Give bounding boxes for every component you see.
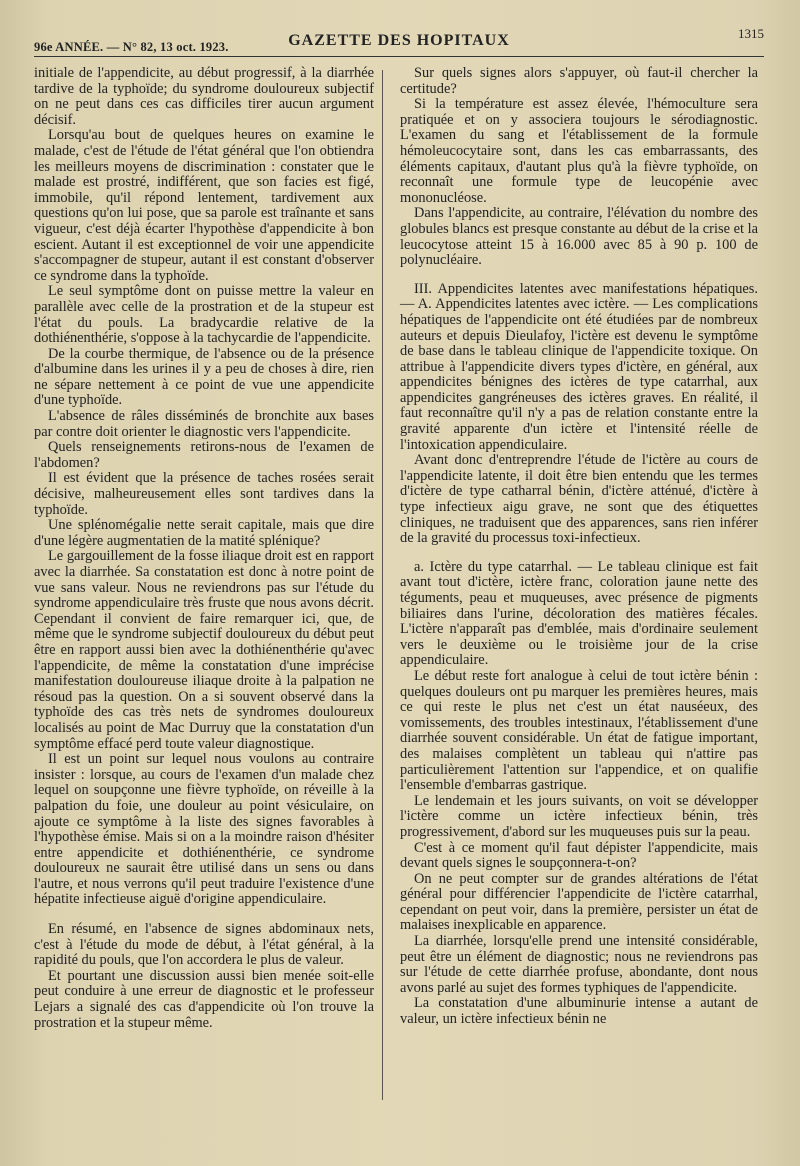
page-number: 1315 bbox=[738, 26, 764, 41]
subsection-paragraph: a. Ictère du type catarrhal. — Le tableau clinique est fait avant tout d'ictère, ictère franc, coloration jaune nette des téguments, peau et muqueuses, avec présence de pigments biliaires dans l'urine, décoloration des matières fécales. L'ictère n'apparaît pas d'emblée, mais d'ordinaire seulement vers le deuxième ou le troisième jour de la crise appendiculaire. bbox=[400, 558, 758, 669]
paragraph: initiale de l'appendicite, au début progressif, à la diarrhée tardive de la typhoïde; du syndrome douloureux subjectif on ne peut dans ces cas difficiles tirer aucun argument décisif. bbox=[34, 65, 374, 128]
paragraph: Sur quels signes alors s'appuyer, où faut-il chercher la certitude? bbox=[400, 65, 758, 97]
left-column bbox=[34, 66, 374, 1031]
paragraph: Dans l'appendicite, au contraire, l'élévation du nombre des globules blancs est presque constante au début de la crise et la leucocytose atteint 15 à 16.000 avec 85 à 90 p. 100 de polynucléaire. bbox=[400, 205, 758, 269]
paragraph: Lorsqu'au bout de quelques heures on examine le malade, c'est de l'étude de l'état général que l'on obtiendra les meilleurs moyens de discrimination : constater que le malade est prostré, indifférent, que son facies est figé, immobile, qu'il répond lentement, tardivement aux questions qu'on lui pose, que sa parole est traînante et sans vigueur, c'est déjà écarter l'hypothèse d'appendicite à bon escient. Autant il est exceptionnel de voir une appendicite s'accompagner de stupeur, autant il est constant d'observer ce syndrome dans la typhoïde. bbox=[34, 127, 374, 284]
journal-title: GAZETTE DES HOPITAUX bbox=[288, 32, 510, 49]
paragraph: La constatation d'une albuminurie intense a autant de valeur, un ictère infectieux bénin ne bbox=[400, 995, 758, 1028]
paragraph: Une splénomégalie nette serait capitale, mais que dire d'une légère augmentatien de la matité splénique? bbox=[34, 517, 374, 549]
paragraph: Le lendemain et les jours suivants, on voit se développer l'ictère comme un ictère infectieux bénin, très progressivement, d'abord sur les muqueuses puis sur la peau. bbox=[400, 792, 758, 840]
paragraph: Il est évident que la présence de taches rosées serait décisive, malheureusement elles sont tardives dans la typhoïde. bbox=[34, 470, 374, 518]
paragraph: Le gargouillement de la fosse iliaque droit est en rapport avec la diarrhée. Sa constatation est donc à notre point de vue sans valeur. Nous ne reviendrons pas sur l'étude du syndrome appendiculaire très fruste que nous avons décrit. Cependant il convient de faire remarquer ici, que, de même que le syndrome subjectif douloureux du début peut être en rapport aussi bien avec la dothiénenthérie qu'avec l'appendicite, de même la constatation d'une imprécise manifestation douloureuse iliaque droite à la palpation ne résoud pas la question. On a si souvent observé dans la typhoïde des cas très nets de syndromes douloureux localisés au point de Mac Durruy que la constatation d'un symptôme effacé perd toute valeur diagnostique. bbox=[34, 548, 374, 752]
paragraph: En résumé, en l'absence de signes abdominaux nets, c'est à l'étude du mode de début, à l'état général, à la rapidité du pouls, que l'on accordera le plus de valeur. bbox=[34, 921, 374, 969]
right-column bbox=[400, 66, 758, 1028]
issue-info: 96e ANNÉE. — N° 82, 13 oct. 1923. bbox=[34, 40, 229, 54]
paragraph: C'est à ce moment qu'il faut dépister l'appendicite, mais devant quels signes le soupçonnera-t-on? bbox=[400, 839, 758, 872]
paragraph: Il est un point sur lequel nous voulons au contraire insister : lorsque, au cours de l'examen d'un malade chez lequel on soupçonne une fièvre typhoïde, on réveille à la palpation du foie, une douleur au point vésiculaire, on ajoute ce symptôme à la liste des signes favorables à l'hypothèse émise. Mais si on a la moindre raison d'hésiter entre appendicite et dothiénenthérie, ce syndrome douloureux ne saurait être utilisé dans un sens ou dans l'autre, et nous verrons qu'il peut traduire l'existence d'une hépatite infectieuse aiguë d'origine appendiculaire. bbox=[34, 751, 374, 908]
paragraph: Quels renseignements retirons-nous de l'examen de l'abdomen? bbox=[34, 439, 374, 471]
paragraph: De la courbe thermique, de l'absence ou de la présence d'albumine dans les urines il y a peu de choses à dire, rien ne sépare nettement à ce point de vue une appendicite d'une typhoïde. bbox=[34, 345, 374, 409]
column-divider bbox=[382, 70, 383, 1100]
page-header bbox=[34, 26, 764, 57]
paragraph: Avant donc d'entreprendre l'étude de l'ictère au cours de l'appendicite latente, il doit être bien entendu que les termes d'ictère de type catharral bénin, d'ictère atténué, d'ictère à type infectieux aigu grave, ne sont que des étiquettes cliniques, ne traduisent que des apparences, sans rien inférer de la gravité du processus toxi-infectieux. bbox=[400, 452, 758, 547]
paragraph: Le seul symptôme dont on puisse mettre la valeur en parallèle avec celle de la prostration et de la stupeur est l'état du pouls. La bradycardie relative de la dothiénenthérie, s'oppose à la tachycardie de l'appendicite. bbox=[34, 283, 374, 347]
paragraph: On ne peut compter sur de grandes altérations de l'état général pour différencier l'appendicite de l'ictère catarrhal, cependant on peut voir, dans la première, persister un état de malaises inexplicable en apparence. bbox=[400, 870, 758, 934]
paragraph: Si la température est assez élevée, l'hémoculture sera pratiquée et on y associera toujours le sérodiagnostic. L'examen du sang et l'établissement de la formule hémoleucocytaire sont, dans les cas embarrassants, des éléments capitaux, d'autant plus qu'à la fièvre typhoïde, on reconnaît une formule type de leucopénie avec mononucléose. bbox=[400, 96, 758, 206]
paragraph: Le début reste fort analogue à celui de tout ictère bénin : quelques douleurs ont pu marquer les premières heures, mais ce qui reste le plus net c'est un état nauséeux, des vomissements, des troubles intestinaux, l'établissement d'une diarrhée souvent considérable. Un état de fatigue important, des malaises complètent un tableau qui n'attire pas particulièrement l'attention sur l'appendice, et on qualifie l'ensemble d'embarras gastrique. bbox=[400, 667, 758, 794]
section-heading-paragraph: III. Appendicites latentes avec manifestations hépatiques. — A. Appendicites latentes avec ictère. — Les complications hépatiques de l'appendicite ont été étudiées par de nombreux auteurs et depuis Dieulafoy, l'ictère est devenu le symptôme de base dans le tableau clinique de l'appendicite toxique. On attribue à l'appendicite divers types d'ictère, en général, aux appendicites bénignes des ictères de type catarrhal, aux appendicites gangréneuses des ictères graves. En réalité, il faut reconnaître qu'il n'y a pas de relation constante entre la gravité apparente d'un ictère et l'intensité réelle de l'intoxication appendiculaire. bbox=[400, 280, 758, 453]
paragraph: L'absence de râles disséminés de bronchite aux bases par contre doit orienter le diagnostic vers l'appendicite. bbox=[34, 408, 374, 440]
paragraph: La diarrhée, lorsqu'elle prend une intensité considérable, peut être un élément de diagnostic; nous ne reviendrons pas sur l'étude de cette diarrhée profuse, abondante, dont nous avons parlé au sujet des formes typhiques de l'appendicite. bbox=[400, 933, 758, 996]
paragraph: Et pourtant une discussion aussi bien menée soit-elle peut conduire à une erreur de diagnostic et le professeur Lejars a signalé des cas d'appendicite où l'on trouve la prostration et la stupeur même. bbox=[34, 967, 374, 1031]
